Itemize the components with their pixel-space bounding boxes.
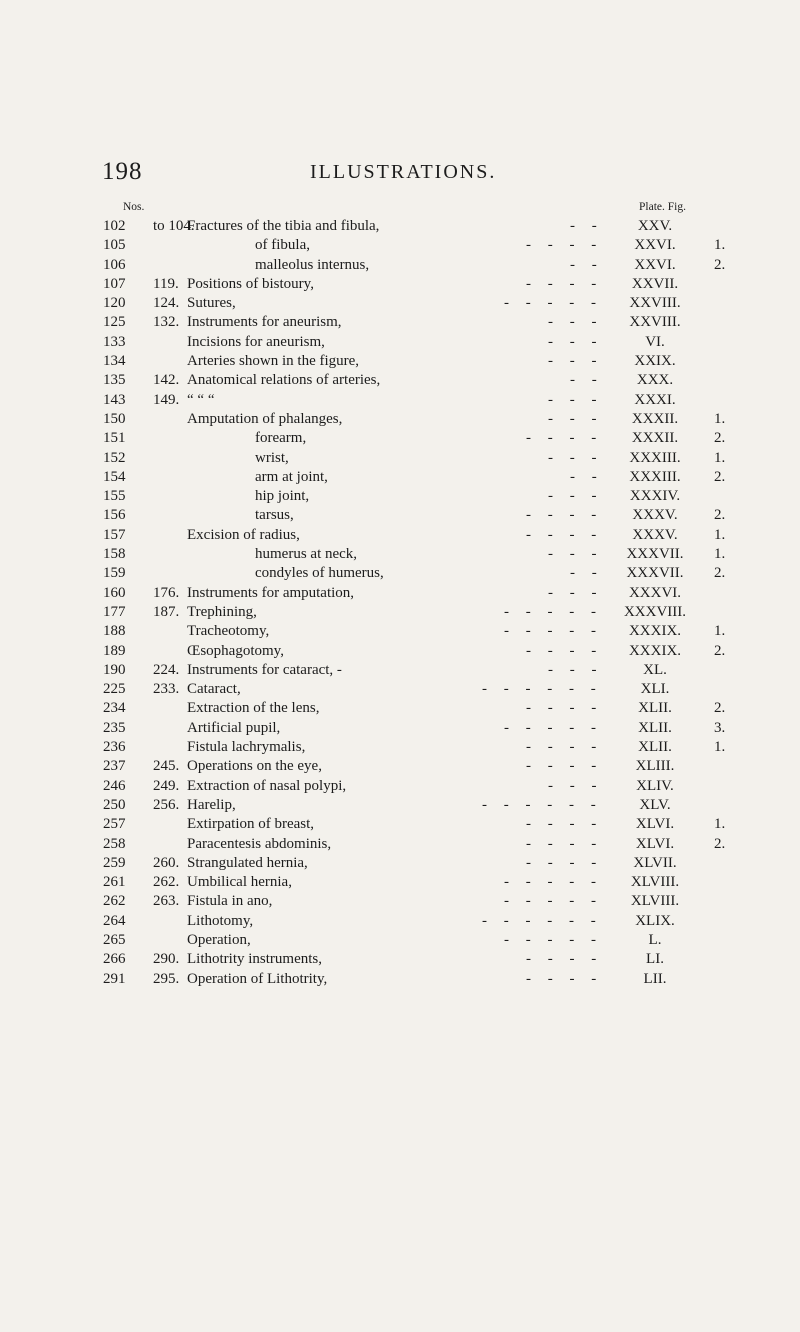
plate-number: XXXII. <box>631 410 679 427</box>
entry-number-start: 151 <box>103 430 126 447</box>
entry-number-start: 246 <box>103 777 126 794</box>
list-item <box>0 873 800 892</box>
plate-number: XXX. <box>636 372 674 389</box>
entry-number-start: 177 <box>103 603 126 620</box>
entry-title: Paracentesis abdominis, <box>187 835 332 852</box>
list-item <box>0 584 800 603</box>
plate-number: XLVII. <box>633 854 677 871</box>
figure-number: 1. <box>714 623 726 640</box>
entry-number-start: 261 <box>103 874 126 891</box>
entry-title: arm at joint, <box>255 468 328 485</box>
dot-leader: - - - - <box>526 951 597 968</box>
list-item <box>0 526 800 545</box>
dot-leader: - - - - <box>526 970 597 987</box>
dot-leader: - - - - - <box>504 719 596 736</box>
entry-number-start: 125 <box>103 314 126 331</box>
plate-number: XXXIX. <box>628 642 682 659</box>
plate-number: XXIX. <box>634 353 676 370</box>
plate-number: XXV. <box>637 218 673 234</box>
entry-title: Extraction of the lens, <box>187 700 320 717</box>
dot-leader: - - - - <box>526 854 597 871</box>
plate-number: XLII. <box>638 719 672 736</box>
plate-number: XLVIII. <box>630 874 680 891</box>
list-item <box>0 217 800 236</box>
entry-number-end: 263. <box>153 893 180 910</box>
plate-number: XLI. <box>640 681 670 698</box>
entry-title: Cataract, <box>187 681 241 698</box>
list-item <box>0 487 800 506</box>
entry-number-start: 133 <box>103 333 126 350</box>
entry-title: Incisions for aneurism, <box>187 333 325 350</box>
entry-title: Positions of bistoury, <box>187 275 314 292</box>
entry-number-start: 250 <box>103 796 126 813</box>
dot-leader: - - - - <box>526 700 597 717</box>
entry-title: malleolus internus, <box>255 256 370 273</box>
list-item <box>0 680 800 699</box>
dot-leader: - - - - <box>526 642 597 659</box>
plate-number: XXVI. <box>634 237 676 254</box>
list-item <box>0 545 800 564</box>
entry-number-start: 258 <box>103 835 126 852</box>
figure-number: 1. <box>714 449 726 466</box>
entry-number-end: 249. <box>153 777 180 794</box>
entry-title: Operation, <box>187 931 251 948</box>
entry-number-start: 107 <box>103 275 126 292</box>
plate-number: XLV. <box>639 796 671 813</box>
entry-number-end: 187. <box>153 603 180 620</box>
entry-title: Extirpation of breast, <box>187 816 315 833</box>
entry-title: Instruments for amputation, <box>187 584 355 601</box>
figure-number: 2. <box>714 642 726 659</box>
list-item <box>0 275 800 294</box>
list-item <box>0 912 800 931</box>
entry-title: Umbilical hernia, <box>187 874 292 891</box>
dot-leader: - - <box>570 468 597 485</box>
list-item <box>0 777 800 796</box>
plate-number: XXVIII. <box>629 314 681 331</box>
figure-number: 1. <box>714 816 726 833</box>
entry-number-start: 237 <box>103 758 126 775</box>
entry-title: humerus at neck, <box>255 546 358 563</box>
entry-number-start: 257 <box>103 816 126 833</box>
page-number: 198 <box>102 158 143 185</box>
dot-leader: - - - - <box>526 237 597 254</box>
plate-number: VI. <box>645 333 665 350</box>
entry-number-start: 265 <box>103 931 126 948</box>
plate-number: XLIII. <box>635 758 675 775</box>
entry-number-start: 102 <box>103 218 126 234</box>
entry-number-end: 245. <box>153 758 180 775</box>
dot-leader: - - - - - - <box>482 681 596 698</box>
entry-title: Fractures of the tibia and fibula, <box>187 218 380 234</box>
list-item <box>0 603 800 622</box>
entry-title: Fistula lachrymalis, <box>187 739 306 756</box>
list-item <box>0 371 800 390</box>
entry-number-start: 190 <box>103 661 126 678</box>
plate-number: XXVI. <box>634 256 676 273</box>
dot-leader: - - - - - - <box>482 796 596 813</box>
list-item <box>0 564 800 583</box>
dot-leader: - - - - <box>526 430 597 447</box>
entry-title: Instruments for cataract, - <box>187 661 342 678</box>
plate-fig-column-header: Plate. Fig. <box>639 201 686 213</box>
entry-title: Sutures, <box>187 295 236 312</box>
entry-number-end: 124. <box>153 295 180 312</box>
plate-number: XXXIII. <box>629 449 681 466</box>
dot-leader: - - - <box>548 488 597 505</box>
entry-number-end: 224. <box>153 661 180 678</box>
plate-number: XLII. <box>638 739 672 756</box>
entry-number-start: 143 <box>103 391 126 408</box>
entry-title: condyles of humerus, <box>255 565 384 582</box>
entry-title: of fibula, <box>255 237 310 254</box>
dot-leader: - - - <box>548 777 597 794</box>
list-item <box>0 835 800 854</box>
figure-number: 2. <box>714 256 726 273</box>
entry-number-end: 233. <box>153 681 180 698</box>
plate-number: LII. <box>643 970 667 987</box>
entry-title: Arteries shown in the figure, <box>187 353 360 370</box>
entry-title: Lithotrity instruments, <box>187 951 322 968</box>
dot-leader: - - - - <box>526 835 597 852</box>
list-item <box>0 661 800 680</box>
dot-leader: - - - - <box>526 526 597 543</box>
dot-leader: - - - <box>548 333 597 350</box>
plate-number: XXXVI. <box>628 584 682 601</box>
list-item <box>0 429 800 448</box>
entry-number-start: 120 <box>103 295 126 312</box>
entry-title: Extraction of nasal polypi, <box>187 777 347 794</box>
list-item <box>0 931 800 950</box>
plate-number: XXXII. <box>631 430 679 447</box>
entry-number-start: 235 <box>103 719 126 736</box>
dot-leader: - - - <box>548 584 597 601</box>
entry-number-end: 132. <box>153 314 180 331</box>
list-item <box>0 352 800 371</box>
plate-number: XLII. <box>638 700 672 717</box>
dot-leader: - - - - - - <box>482 912 596 929</box>
dot-leader: - - - <box>548 410 597 427</box>
entry-number-start: 225 <box>103 681 126 698</box>
plate-number: XLIX. <box>635 912 675 929</box>
list-item <box>0 970 800 989</box>
entry-number-start: 152 <box>103 449 126 466</box>
plate-number: XXXIX. <box>628 623 682 640</box>
figure-number: 3. <box>714 719 726 736</box>
entry-number-start: 157 <box>103 526 126 543</box>
entry-number-start: 188 <box>103 623 126 640</box>
plate-number: XXXIII. <box>629 468 681 485</box>
figure-number: 2. <box>714 430 726 447</box>
entry-number-end: 119. <box>153 275 179 292</box>
entry-number-start: 160 <box>103 584 126 601</box>
list-item <box>0 410 800 429</box>
entry-number-start: 155 <box>103 488 126 505</box>
dot-leader: - - - - - <box>504 295 596 312</box>
figure-number: 1. <box>714 410 726 427</box>
dot-leader: - - - <box>548 391 597 408</box>
entry-title: wrist, <box>255 449 289 466</box>
list-item <box>0 333 800 352</box>
dot-leader: - - - - - <box>504 603 596 620</box>
entry-number-start: 105 <box>103 237 126 254</box>
list-item <box>0 642 800 661</box>
dot-leader: - - - <box>548 449 597 466</box>
list-item <box>0 854 800 873</box>
entry-number-start: 259 <box>103 854 126 871</box>
entry-number-start: 266 <box>103 951 126 968</box>
entry-title: Instruments for aneurism, <box>187 314 342 331</box>
list-item <box>0 757 800 776</box>
list-item <box>0 815 800 834</box>
entry-number-end: 262. <box>153 874 180 891</box>
dot-leader: - - <box>570 218 597 234</box>
list-item <box>0 506 800 525</box>
dot-leader: - - - - - <box>504 623 596 640</box>
dot-leader: - - - - <box>526 275 597 292</box>
entry-number-start: 264 <box>103 912 126 929</box>
illustrations-list <box>0 217 800 989</box>
plate-number: XXVIII. <box>629 295 681 312</box>
entry-number-start: 134 <box>103 353 126 370</box>
entry-title: Œsophagotomy, <box>187 642 284 659</box>
list-item <box>0 294 800 313</box>
dot-leader: - - - - - <box>504 893 596 910</box>
entry-number-start: 150 <box>103 410 126 427</box>
dot-leader: - - - <box>548 314 597 331</box>
plate-number: XXXVII. <box>626 565 684 582</box>
entry-title: tarsus, <box>255 507 294 524</box>
figure-number: 2. <box>714 700 726 717</box>
list-item <box>0 892 800 911</box>
plate-number: XXXVIII. <box>623 603 687 620</box>
dot-leader: - - - - <box>526 816 597 833</box>
plate-number: XXXIV. <box>629 488 681 505</box>
dot-leader: - - - <box>548 546 597 563</box>
entry-number-start: 156 <box>103 507 126 524</box>
dot-leader: - - - <box>548 661 597 678</box>
entry-number-start: 135 <box>103 372 126 389</box>
entry-title: Amputation of phalanges, <box>187 410 343 427</box>
plate-number: XXVII. <box>631 275 679 292</box>
plate-number: XL. <box>643 661 667 678</box>
figure-number: 1. <box>714 526 726 543</box>
list-item <box>0 468 800 487</box>
plate-number: XLVI. <box>635 835 675 852</box>
entry-number-start: 106 <box>103 256 126 273</box>
entry-number-start: 234 <box>103 700 126 717</box>
entry-title: Operations on the eye, <box>187 758 322 775</box>
dot-leader: - - <box>570 565 597 582</box>
plate-number: XXXVII. <box>626 546 684 563</box>
entry-title: Strangulated hernia, <box>187 854 308 871</box>
plate-number: XLVIII. <box>630 893 680 910</box>
dot-leader: - - - - <box>526 507 597 524</box>
dot-leader: - - - <box>548 353 597 370</box>
dot-leader: - - <box>570 256 597 273</box>
plate-number: XXXI. <box>634 391 676 408</box>
plate-number: XLIV. <box>636 777 674 794</box>
entry-number-end: 260. <box>153 854 180 871</box>
list-item <box>0 256 800 275</box>
dot-leader: - - - - <box>526 739 597 756</box>
list-item <box>0 313 800 332</box>
figure-number: 2. <box>714 835 726 852</box>
entry-title: Operation of Lithotrity, <box>187 970 328 987</box>
entry-number-end: 149. <box>153 391 180 408</box>
column-headers <box>0 201 800 217</box>
dot-leader: - - - - <box>526 758 597 775</box>
plate-number: XXXV. <box>632 507 678 524</box>
list-item <box>0 738 800 757</box>
list-item <box>0 622 800 641</box>
entry-number-start: 291 <box>103 970 126 987</box>
entry-title: Artificial pupil, <box>187 719 281 736</box>
plate-number: XXXV. <box>632 526 678 543</box>
list-item <box>0 719 800 738</box>
entry-number-end: 142. <box>153 372 180 389</box>
list-item <box>0 236 800 255</box>
list-item <box>0 796 800 815</box>
plate-number: L. <box>648 931 662 948</box>
entry-title: Trephining, <box>187 603 257 620</box>
dot-leader: - - <box>570 372 597 389</box>
figure-number: 2. <box>714 565 726 582</box>
plate-number: XLVI. <box>635 816 675 833</box>
plate-number: LI. <box>646 951 664 968</box>
page-header <box>102 158 702 192</box>
list-item <box>0 391 800 410</box>
list-item <box>0 449 800 468</box>
entry-number-start: 154 <box>103 468 126 485</box>
entry-number-end: 295. <box>153 970 180 987</box>
entry-number-start: 262 <box>103 893 126 910</box>
entry-title: Excision of radius, <box>187 526 300 543</box>
entry-title: Harelip, <box>187 796 236 813</box>
entry-title: Tracheotomy, <box>187 623 270 640</box>
list-item <box>0 699 800 718</box>
entry-title: Lithotomy, <box>187 912 254 929</box>
figure-number: 2. <box>714 468 726 485</box>
entry-number-start: 158 <box>103 546 126 563</box>
figure-number: 1. <box>714 546 726 563</box>
entry-number-end: to 104. <box>153 218 195 234</box>
entry-number-end: 256. <box>153 796 180 813</box>
entry-title: Fistula in ano, <box>187 893 273 910</box>
list-item <box>0 950 800 969</box>
entry-number-end: 290. <box>153 951 180 968</box>
figure-number: 1. <box>714 237 726 254</box>
figure-number: 2. <box>714 507 726 524</box>
entry-number-start: 159 <box>103 565 126 582</box>
figure-number: 1. <box>714 739 726 756</box>
running-head: ILLUSTRATIONS. <box>310 161 497 183</box>
entry-title: “ “ “ <box>187 391 215 408</box>
entry-title: hip joint, <box>255 488 310 505</box>
dot-leader: - - - - - <box>504 874 596 891</box>
entry-number-start: 236 <box>103 739 126 756</box>
nos-column-header: Nos. <box>123 201 145 213</box>
entry-title: forearm, <box>255 430 307 447</box>
entry-number-end: 176. <box>153 584 180 601</box>
entry-title: Anatomical relations of arteries, <box>187 372 381 389</box>
dot-leader: - - - - - <box>504 931 596 948</box>
entry-number-start: 189 <box>103 642 126 659</box>
